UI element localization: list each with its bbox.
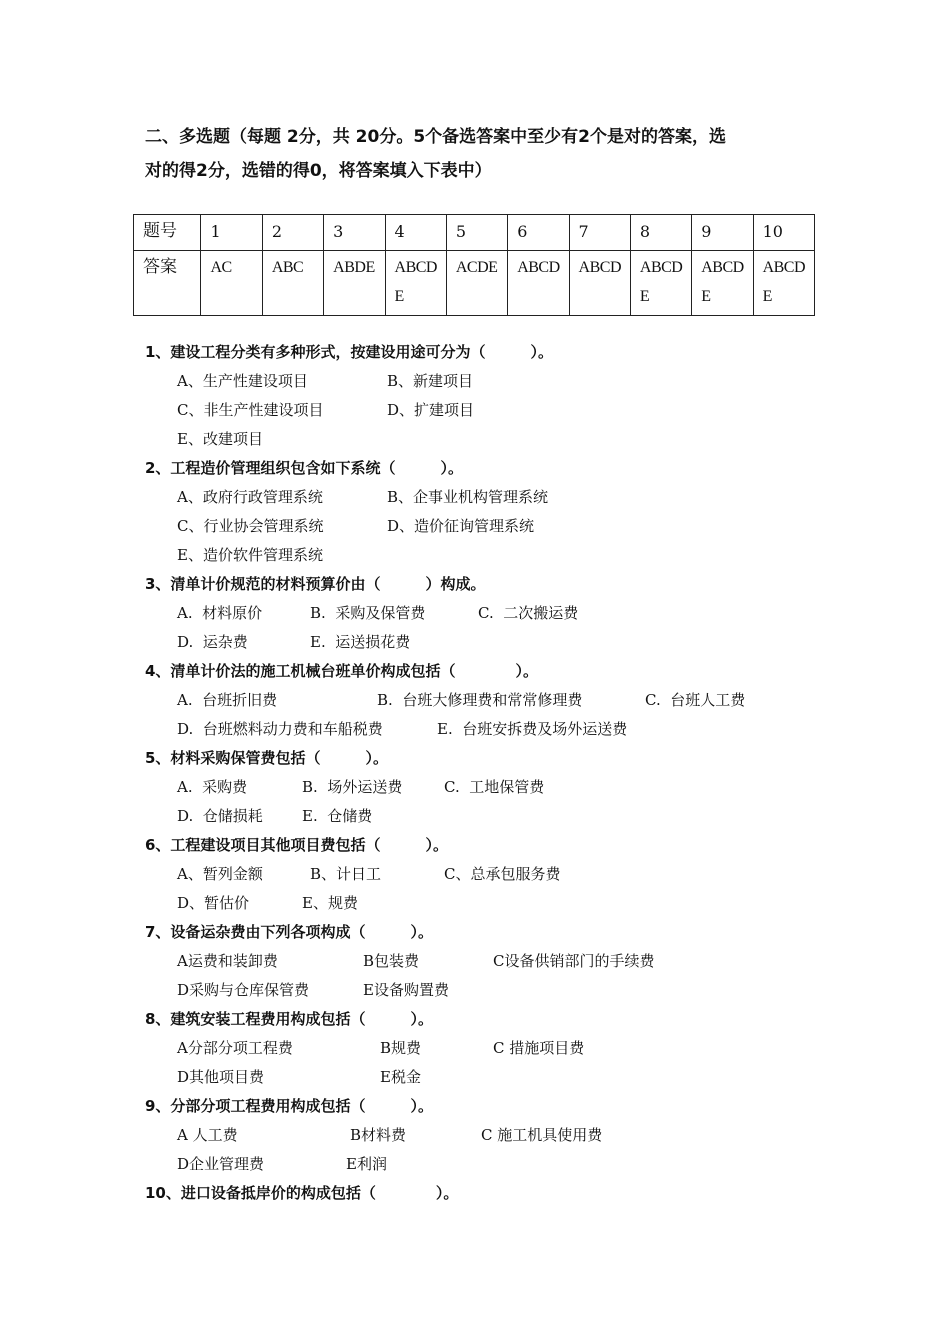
- option-text: B规费: [380, 1039, 422, 1057]
- option-line: [145, 367, 845, 396]
- question-number-cell: 1: [201, 215, 262, 251]
- option-text: E、造价软件管理系统: [177, 546, 323, 564]
- question-stem: 4、清单计价法的施工机械台班单价构成包括（ ）。: [145, 662, 538, 680]
- option-text: D采购与仓库保管费: [177, 981, 310, 999]
- answer-table-answer-row: [134, 251, 815, 316]
- option-text: B、新建项目: [387, 372, 474, 390]
- option-text: C、总承包服务费: [444, 865, 561, 883]
- option-line: [145, 947, 845, 976]
- option-text: B包装费: [363, 952, 420, 970]
- answer-table-number-row: [134, 215, 815, 251]
- question-number-cell: 9: [692, 215, 753, 251]
- option-text: A. 台班折旧费: [177, 691, 278, 709]
- option-text: D. 运杂费: [177, 633, 248, 651]
- option-line: [145, 976, 845, 1005]
- option-text: C. 二次搬运费: [478, 604, 579, 622]
- option-text: E税金: [380, 1068, 421, 1086]
- question-stem: 8、建筑安装工程费用构成包括（ ）。: [145, 1010, 433, 1028]
- question-stem: 2、工程造价管理组织包含如下系统（ ）。: [145, 459, 463, 477]
- option-text: B、企事业机构管理系统: [387, 488, 549, 506]
- question-number-cell: 2: [262, 215, 323, 251]
- section-heading: [145, 120, 815, 188]
- question-stem: 6、工程建设项目其他项目费包括（ ）。: [145, 836, 448, 854]
- option-line: [145, 599, 845, 628]
- answer-cell: ABCDE: [385, 251, 446, 316]
- question-stem: 9、分部分项工程费用构成包括（ ）。: [145, 1097, 433, 1115]
- option-text: B. 采购及保管费: [310, 604, 426, 622]
- option-text: E. 运送损花费: [310, 633, 411, 651]
- option-text: A运费和装卸费: [177, 952, 278, 970]
- option-line: [145, 860, 845, 889]
- question-stem: 1、建设工程分类有多种形式，按建设用途可分为（ ）。: [145, 343, 553, 361]
- question-list: [145, 338, 845, 1208]
- option-line: [145, 1063, 845, 1092]
- option-text: E. 台班安拆费及场外运送费: [437, 720, 628, 738]
- question-number-cell: 8: [630, 215, 691, 251]
- option-text: A、政府行政管理系统: [177, 488, 323, 506]
- heading-line-1: 二、多选题（每题 2分，共 20分。5个备选答案中至少有2个是对的答案，选: [145, 127, 726, 147]
- option-text: E. 仓储费: [302, 807, 373, 825]
- answer-cell: ACDE: [446, 251, 507, 316]
- option-text: D. 台班燃料动力费和车船税费: [177, 720, 383, 738]
- option-text: D、造价征询管理系统: [387, 517, 535, 535]
- option-text: E、改建项目: [177, 430, 263, 448]
- question-number-cell: 7: [569, 215, 630, 251]
- option-text: D其他项目费: [177, 1068, 265, 1086]
- answer-cell: ABCDE: [753, 251, 814, 316]
- answer-cell: ABCDE: [692, 251, 753, 316]
- question-number-cell: 3: [324, 215, 385, 251]
- option-text: D、扩建项目: [387, 401, 475, 419]
- option-text: B、计日工: [310, 865, 382, 883]
- option-line: [145, 1150, 845, 1179]
- option-text: D企业管理费: [177, 1155, 265, 1173]
- option-line: [145, 773, 845, 802]
- option-text: C、行业协会管理系统: [177, 517, 324, 535]
- option-text: B. 场外运送费: [302, 778, 403, 796]
- option-line: [145, 686, 845, 715]
- option-line: [145, 512, 845, 541]
- question-stem: 3、清单计价规范的材料预算价由（ ）构成。: [145, 575, 486, 593]
- answer-cell: ABC: [262, 251, 323, 316]
- answer-cell: ABCD: [508, 251, 569, 316]
- option-line: [145, 802, 845, 831]
- option-text: B材料费: [350, 1126, 407, 1144]
- option-text: A. 材料原价: [177, 604, 263, 622]
- option-line: [145, 1034, 845, 1063]
- option-text: B. 台班大修理费和常常修理费: [377, 691, 583, 709]
- question-number-cell: 4: [385, 215, 446, 251]
- answer-header-cell: 答案: [134, 251, 201, 316]
- option-text: A分部分项工程费: [177, 1039, 293, 1057]
- option-text: A. 采购费: [177, 778, 248, 796]
- question-stem: 5、材料采购保管费包括（ ）。: [145, 749, 388, 767]
- option-line: [145, 425, 845, 454]
- answer-cell: ABDE: [324, 251, 385, 316]
- option-line: [145, 541, 845, 570]
- number-header-cell: 题号: [134, 215, 201, 251]
- question-stem: 7、设备运杂费由下列各项构成（ ）。: [145, 923, 433, 941]
- answer-table: [133, 214, 815, 316]
- option-text: C、非生产性建设项目: [177, 401, 324, 419]
- option-line: [145, 396, 845, 425]
- question-number-cell: 10: [753, 215, 814, 251]
- option-text: C. 工地保管费: [444, 778, 545, 796]
- option-line: [145, 628, 845, 657]
- option-text: D. 仓储损耗: [177, 807, 263, 825]
- option-line: [145, 1121, 845, 1150]
- option-text: C 措施项目费: [493, 1039, 585, 1057]
- answer-cell: ABCDE: [630, 251, 691, 316]
- option-text: A 人工费: [177, 1126, 238, 1144]
- option-text: D、暂估价: [177, 894, 250, 912]
- heading-line-2: 对的得2分，选错的得0，将答案填入下表中）: [145, 161, 492, 181]
- option-text: E设备购置费: [363, 981, 449, 999]
- option-text: E利润: [346, 1155, 387, 1173]
- option-text: E、规费: [302, 894, 358, 912]
- option-line: [145, 715, 845, 744]
- option-text: A、生产性建设项目: [177, 372, 308, 390]
- question-number-cell: 6: [508, 215, 569, 251]
- option-text: C设备供销部门的手续费: [493, 952, 655, 970]
- option-text: A、暂列金额: [177, 865, 263, 883]
- answer-cell: ABCD: [569, 251, 630, 316]
- question-stem: 10、进口设备抵岸价的构成包括（ ）。: [145, 1184, 459, 1202]
- option-text: C 施工机具使用费: [481, 1126, 603, 1144]
- answer-cell: AC: [201, 251, 262, 316]
- option-line: [145, 889, 845, 918]
- option-text: C. 台班人工费: [645, 691, 746, 709]
- option-line: [145, 483, 845, 512]
- question-number-cell: 5: [446, 215, 507, 251]
